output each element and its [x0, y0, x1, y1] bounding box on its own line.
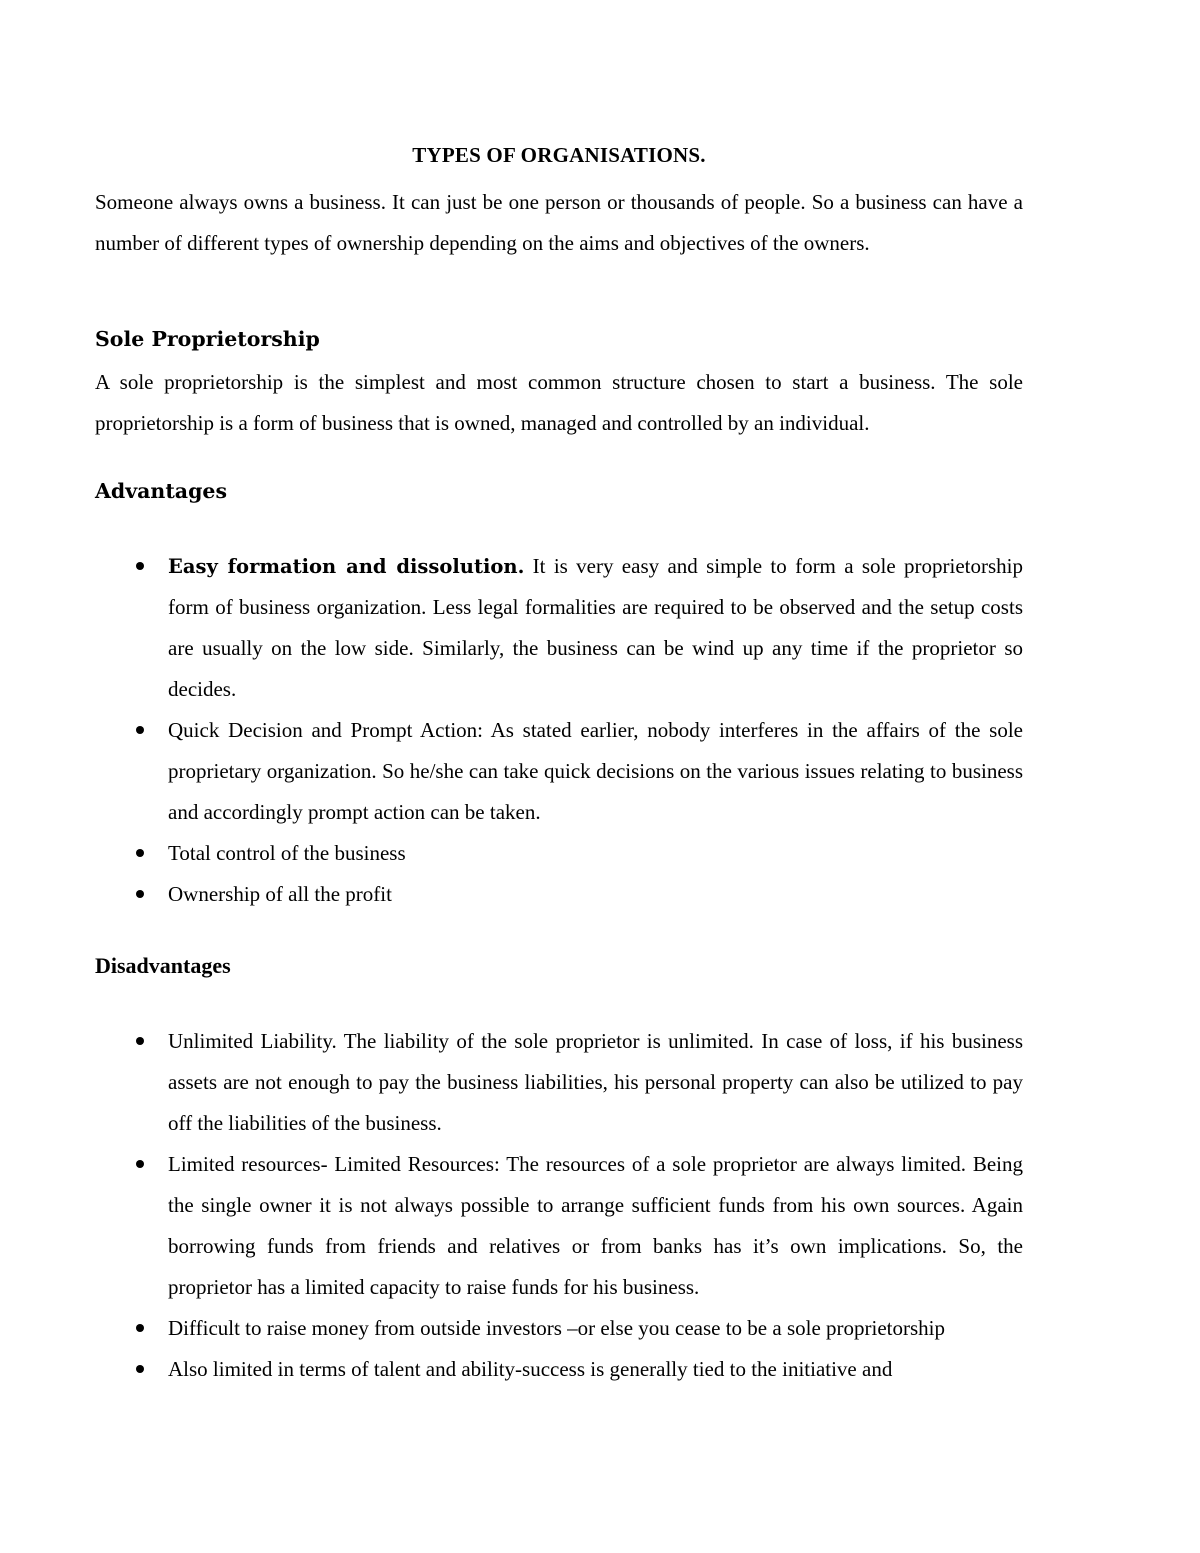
disadvantages-list: [95, 1021, 1023, 1390]
bullet-icon: [136, 562, 144, 570]
bullet-icon: [136, 1160, 144, 1168]
document-content: [95, 140, 1023, 1390]
disadvantage-item: [95, 1308, 1023, 1349]
sole-proprietorship-description: A sole proprietorship is the simplest and most common structure chosen to start a business. The sole proprietorship is a form of business that is owned, managed and controlled by an individual.: [95, 370, 1023, 435]
advantage-text: Quick Decision and Prompt Action: As stated earlier, nobody interferes in the affairs of the sole proprietary organization. So he/she can take quick decisions on the various issues relating to business and accordingly prompt action can be taken.: [168, 718, 1023, 824]
disadvantage-item: [95, 1021, 1023, 1144]
disadvantages-heading: Disadvantages: [95, 953, 231, 978]
disadvantage-item: [95, 1349, 1023, 1390]
disadvantage-text: Limited resources- Limited Resources: The resources of a sole proprietor are always limited. Being the single owner it is not always possible to arrange sufficient funds from his own sources. Again borrowing funds from friends and relatives or from banks has it’s own implications. So, the proprietor has a limited capacity to raise funds for his business.: [168, 1152, 1023, 1299]
disadvantage-text: Also limited in terms of talent and ability-success is generally tied to the initiative and: [168, 1357, 893, 1381]
sole-proprietorship-heading: Sole Proprietorship: [95, 327, 320, 351]
bullet-icon: [136, 726, 144, 734]
advantage-item: [95, 874, 1023, 915]
advantage-text: It is very easy and simple to form a sole proprietorship form of business organization. Less legal formalities are required to be observed and the setup costs are usually on the low side. Similarly, the business can be wind up any time if the proprietor so decides.: [168, 554, 1023, 701]
bullet-icon: [136, 1324, 144, 1332]
bullet-icon: [136, 849, 144, 857]
disadvantage-text: Difficult to raise money from outside investors –or else you cease to be a sole proprietorship: [168, 1316, 945, 1340]
advantages-heading: Advantages: [95, 479, 228, 503]
bullet-icon: [136, 890, 144, 898]
bullet-icon: [136, 1037, 144, 1045]
advantage-text: Ownership of all the profit: [168, 882, 392, 906]
bullet-icon: [136, 1365, 144, 1373]
advantage-item: [95, 833, 1023, 874]
advantage-item: [95, 710, 1023, 833]
document-title: TYPES OF ORGANISATIONS.: [412, 143, 706, 167]
intro-paragraph: Someone always owns a business. It can just be one person or thousands of people. So a business can have a number of different types of ownership depending on the aims and objectives of the owners.: [95, 190, 1023, 255]
disadvantage-text: Unlimited Liability. The liability of the sole proprietor is unlimited. In case of loss, if his business assets are not enough to pay the business liabilities, his personal property can also be utilized to pay off the liabilities of the business.: [168, 1029, 1023, 1135]
advantage-item: [95, 546, 1023, 710]
advantages-list: [95, 546, 1023, 915]
advantage-text: Total control of the business: [168, 841, 406, 865]
disadvantage-item: [95, 1144, 1023, 1308]
advantage-lead: Easy formation and dissolution.: [168, 555, 525, 578]
